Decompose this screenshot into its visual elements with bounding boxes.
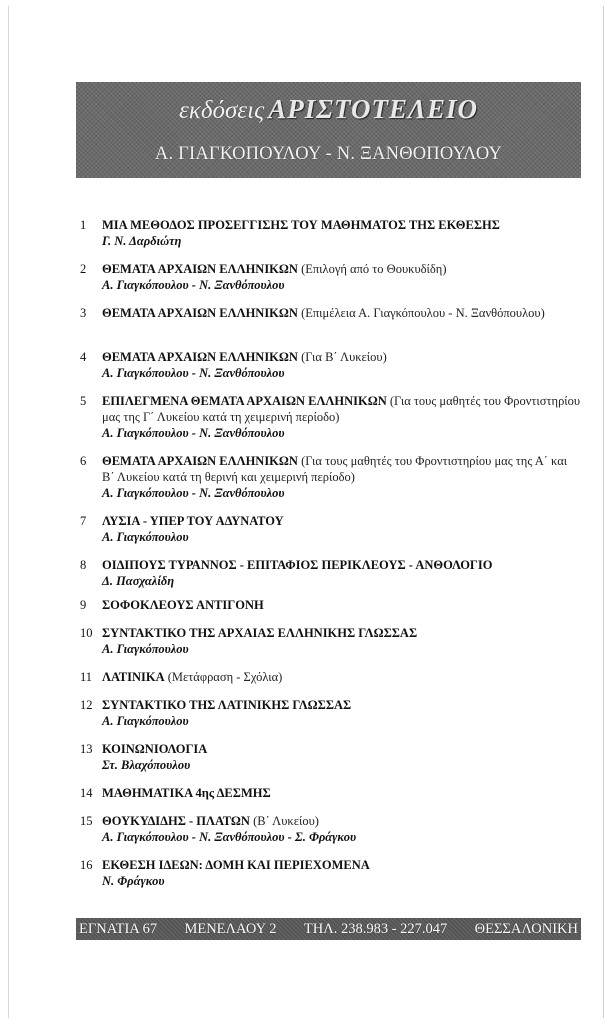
publisher-brand xyxy=(76,94,581,125)
item-title: ΣΥΝΤΑΚΤΙΚΟ ΤΗΣ ΑΡΧΑΙΑΣ ΕΛΛΗΝΙΚΗΣ ΓΛΩΣΣΑΣ xyxy=(102,626,418,640)
item-author: Α. Γιαγκόπουλου - Ν. Ξανθόπουλου xyxy=(102,366,285,380)
item-title: ΕΚΘΕΣΗ ΙΔΕΩΝ: ΔΟΜΗ ΚΑΙ ΠΕΡΙΕΧΟΜΕΝΑ xyxy=(102,858,370,872)
footer-street-1: ΕΓΝΑΤΙΑ 67 xyxy=(79,921,158,937)
item-title: ΜΑΘΗΜΑΤΙΚΑ 4ης ΔΕΣΜΗΣ xyxy=(102,786,271,800)
catalog-item xyxy=(72,261,582,293)
catalog-item xyxy=(72,349,582,381)
catalog-item xyxy=(72,625,582,657)
catalog-item xyxy=(72,557,582,589)
item-title: ΘΕΜΑΤΑ ΑΡΧΑΙΩΝ ΕΛΛΗΝΙΚΩΝ xyxy=(102,306,298,320)
item-description: (Μετάφραση - Σχόλια) xyxy=(167,670,283,684)
item-number: 12 xyxy=(80,698,93,712)
catalog-item xyxy=(72,857,582,889)
footer-phone: ΤΗΛ. 238.983 - 227.047 xyxy=(303,921,448,937)
item-number: 5 xyxy=(80,394,87,408)
item-number: 9 xyxy=(80,598,87,612)
item-title: ΣΥΝΤΑΚΤΙΚΟ ΤΗΣ ΛΑΤΙΝΙΚΗΣ ΓΛΩΣΣΑΣ xyxy=(102,698,352,712)
item-title: ΟΙΔΙΠΟΥΣ ΤΥΡΑΝΝΟΣ - ΕΠΙΤΑΦΙΟΣ ΠΕΡΙΚΛΕΟΥΣ - ΑΝΘΟΛΟΓΙΟ xyxy=(102,558,493,572)
catalog-item xyxy=(72,453,582,501)
catalog-item xyxy=(72,217,582,249)
item-number: 16 xyxy=(80,858,93,872)
catalog-item xyxy=(72,513,582,545)
item-author: Α. Γιαγκόπουλου xyxy=(102,530,189,544)
item-author: Δ. Πασχαλίδη xyxy=(102,574,175,588)
item-description: (Για Β΄ Λυκείου) xyxy=(301,350,387,364)
item-author: Α. Γιαγκόπουλου - Ν. Ξανθόπουλου xyxy=(102,426,285,440)
catalog-item xyxy=(72,697,582,729)
item-number: 6 xyxy=(80,454,87,468)
item-author: Α. Γιαγκόπουλου xyxy=(102,642,189,656)
item-number: 2 xyxy=(80,262,87,276)
item-description: (Για τους μαθητές του Φροντιστηρίου μας της Γ΄ Λυκείου κατά τη χειμερινή περίοδο) xyxy=(102,394,581,424)
banner-authors: Α. ΓΙΑΓΚΟΠΟΥΛΟΥ - Ν. ΞΑΝΘΟΠΟΥΛΟΥ xyxy=(154,144,503,164)
catalog-item xyxy=(72,305,582,321)
footer-street-2: ΜΕΝΕΛΑΟΥ 2 xyxy=(184,921,277,937)
item-number: 13 xyxy=(80,742,93,756)
item-title: ΘΕΜΑΤΑ ΑΡΧΑΙΩΝ ΕΛΛΗΝΙΚΩΝ xyxy=(102,262,298,276)
item-description: (Επιλογή από το Θουκυδίδη) xyxy=(301,262,447,276)
item-author: Α. Γιαγκόπουλου - Ν. Ξανθόπουλου xyxy=(102,278,285,292)
item-number: 14 xyxy=(80,786,93,800)
item-title: ΕΠΙΛΕΓΜΕΝΑ ΘΕΜΑΤΑ ΑΡΧΑΙΩΝ ΕΛΛΗΝΙΚΩΝ xyxy=(102,394,387,408)
item-number: 10 xyxy=(80,626,93,640)
item-title: ΜΙΑ ΜΕΘΟΔΟΣ ΠΡΟΣΕΓΓΙΣΗΣ ΤΟΥ ΜΑΘΗΜΑΤΟΣ ΤΗΣ ΕΚΘΕΣΗΣ xyxy=(102,218,500,232)
address-footer xyxy=(76,918,581,940)
item-title: ΛΥΣΙΑ - ΥΠΕΡ ΤΟΥ ΑΔΥΝΑΤΟΥ xyxy=(102,514,284,528)
item-author: Γ. Ν. Δαρδιώτη xyxy=(102,234,182,248)
item-title: ΘΕΜΑΤΑ ΑΡΧΑΙΩΝ ΕΛΛΗΝΙΚΩΝ xyxy=(102,454,298,468)
item-description: (Επιμέλεια Α. Γιαγκόπουλου - Ν. Ξανθόπουλου) xyxy=(301,306,545,320)
item-number: 8 xyxy=(80,558,87,572)
catalog-item xyxy=(72,785,582,801)
brand-prefix: εκδόσεις xyxy=(178,97,265,124)
item-number: 3 xyxy=(80,306,87,320)
item-number: 7 xyxy=(80,514,87,528)
item-title: ΘΟΥΚΥΔΙΔΗΣ - ΠΛΑΤΩΝ xyxy=(102,814,250,828)
item-description: (Β΄ Λυκείου) xyxy=(253,814,319,828)
catalog-item xyxy=(72,669,582,685)
catalog-item xyxy=(72,741,582,773)
item-title: ΣΟΦΟΚΛΕΟΥΣ ΑΝΤΙΓΟΝΗ xyxy=(102,598,264,612)
catalog-item xyxy=(72,813,582,845)
item-number: 1 xyxy=(80,218,87,232)
item-description: (Για τους μαθητές του Φροντιστηρίου μας της Α΄ και Β΄ Λυκείου κατά τη θερινή και χειμερινή περίοδο) xyxy=(102,454,568,484)
footer-city: ΘΕΣΣΑΛΟΝΙΚΗ xyxy=(474,921,578,937)
item-number: 11 xyxy=(80,670,93,684)
item-author: Α. Γιαγκόπουλου - Ν. Ξανθόπουλου - Σ. Φράγκου xyxy=(102,830,357,844)
item-number: 4 xyxy=(80,350,87,364)
item-author: Α. Γιαγκόπουλου xyxy=(102,714,189,728)
item-number: 15 xyxy=(80,814,93,828)
brand-name: ΑΡΙΣΤΟΤΕΛΕΙΟ xyxy=(268,94,478,124)
publisher-banner xyxy=(76,82,581,178)
item-author: Α. Γιαγκόπουλου - Ν. Ξανθόπουλου xyxy=(102,486,285,500)
item-title: ΚΟΙΝΩΝΙΟΛΟΓΙΑ xyxy=(102,742,208,756)
catalog-item xyxy=(72,597,582,613)
item-author: Στ. Βλαχόπουλου xyxy=(102,758,191,772)
item-title: ΘΕΜΑΤΑ ΑΡΧΑΙΩΝ ΕΛΛΗΝΙΚΩΝ xyxy=(102,350,298,364)
catalog-item xyxy=(72,393,582,441)
item-author: Ν. Φράγκου xyxy=(102,874,165,888)
item-title: ΛΑΤΙΝΙΚΑ xyxy=(102,670,165,684)
